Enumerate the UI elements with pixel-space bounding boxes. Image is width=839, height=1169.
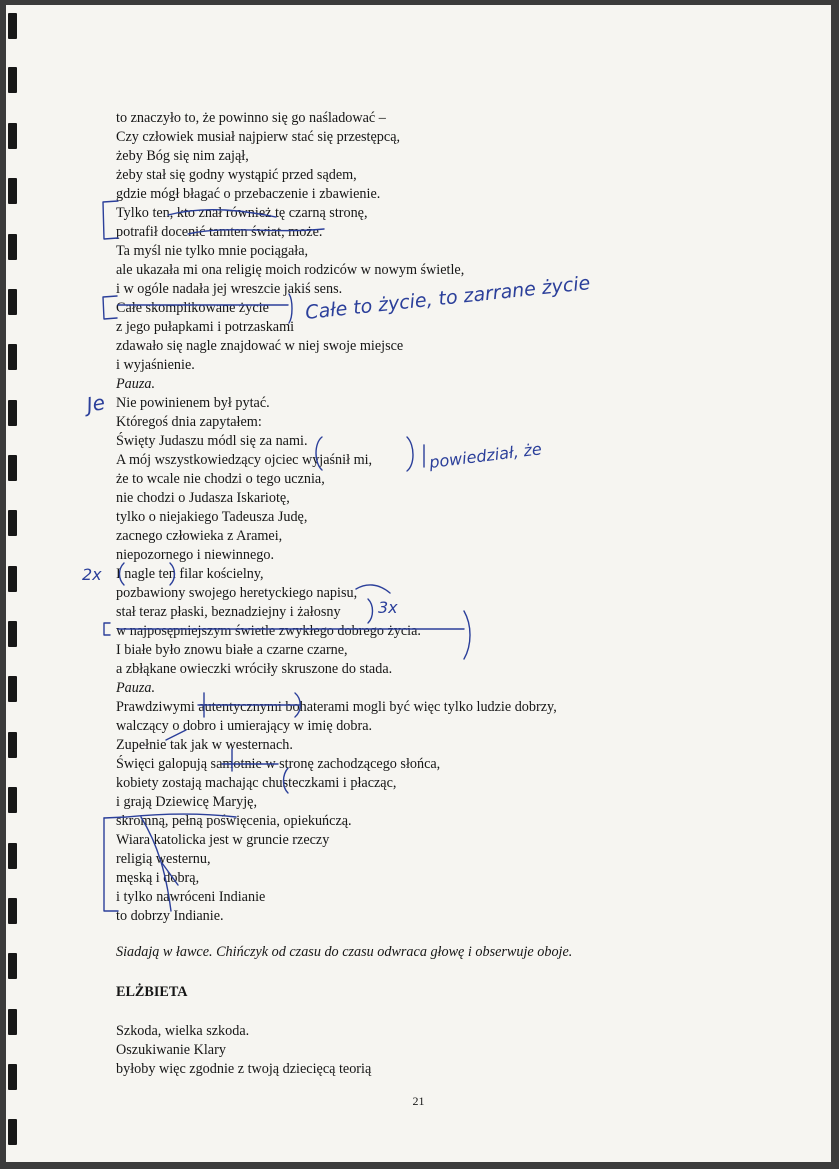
text-line: religią westernu, (116, 851, 211, 867)
stage-direction-pause: Pauza. (116, 376, 156, 392)
text-line: Święci galopują samotnie w stronę zachodzącego słońca, (116, 756, 441, 772)
text-line: i wyjaśnienie. (116, 357, 195, 373)
text-line: Prawdziwymi autentycznymi bohaterami mogli być więc tylko ludzie dobrzy, (116, 699, 557, 715)
text-line: męską i dobrą, (116, 870, 200, 886)
text-line: Nie powinienem był pytać. (116, 395, 270, 411)
binding-hole (8, 455, 17, 481)
binding-hole (8, 400, 17, 426)
bracket-mark (464, 611, 470, 659)
text-line: Ta myśl nie tylko mnie pociągała, (116, 243, 309, 259)
text-line: żeby Bóg się nim zajął, (116, 148, 249, 164)
binding-hole (8, 510, 17, 536)
stage-direction-pause: Pauza. (116, 680, 156, 696)
text-line: Święty Judaszu módl się za nami. (116, 433, 308, 449)
binding-hole (8, 123, 17, 149)
speaker-heading: ELŻBIETA (116, 984, 188, 1000)
text-line: zdawało się nagle znajdować w niej swoje miejsce (116, 338, 404, 354)
text-line: stał teraz płaski, beznadziejny i żałosny (116, 604, 341, 620)
binding-hole (8, 344, 17, 370)
text-line: Czy człowiek musiał najpierw stać się przestępcą, (116, 129, 401, 145)
text-line: żeby stał się godny wystąpić przed sądem, (116, 167, 357, 183)
text-line: pozbawiony swojego heretyckiego napisu, (116, 585, 358, 601)
text-line: to dobrzy Indianie. (116, 908, 224, 924)
text-line: Całe skomplikowane życie (116, 300, 269, 316)
text-line: kobiety zostają machając chusteczkami i płacząc, (116, 775, 397, 791)
text-line: niepozornego i niewinnego. (116, 547, 274, 563)
binding-hole (8, 1119, 17, 1145)
text-line: w najposępniejszym świetle zwykłego dobrego życia. (116, 623, 421, 639)
binding-hole (8, 1009, 17, 1035)
text-line: ale ukazała mi ona religię moich rodziców w nowym świetle, (116, 262, 465, 278)
text-line: A mój wszystkowiedzący ojciec wyjaśnił mi, (116, 452, 373, 468)
binding-hole (8, 289, 17, 315)
text-line: walczący o dobro i umierający w imię dobra. (116, 718, 373, 734)
binding-hole (8, 13, 17, 39)
binding-hole (8, 621, 17, 647)
text-line: Zupełnie tak jak w westernach. (116, 737, 293, 753)
annotation-note: Je (84, 390, 107, 417)
speech-line: Oszukiwanie Klary (116, 1042, 226, 1058)
binding-hole (8, 953, 17, 979)
binding-hole (8, 676, 17, 702)
document-page (6, 5, 831, 1162)
binding-hole (8, 67, 17, 93)
text-line: I białe było znowu białe a czarne czarne, (116, 642, 348, 658)
text-line: Któregoś dnia zapytałem: (116, 414, 262, 430)
text-line: zacnego człowieka z Aramei, (116, 528, 283, 544)
page-number: 21 (412, 1094, 425, 1108)
text-line: Wiara katolicka jest w gruncie rzeczy (116, 832, 330, 848)
text-line: z jego pułapkami i potrzaskami (116, 319, 295, 335)
text-line: gdzie mógł błagać o przebaczenie i zbawienie. (116, 186, 381, 202)
bracket-mark (104, 623, 110, 635)
text-line: skromną, pełną poświęcenia, opiekuńczą. (116, 813, 352, 829)
binding-hole (8, 234, 17, 260)
speech-line: Szkoda, wielka szkoda. (116, 1023, 250, 1039)
binding-hole (8, 566, 17, 592)
text-line: i grają Dziewicę Maryję, (116, 794, 258, 810)
bracket-mark (407, 437, 413, 471)
strike-mark (356, 585, 390, 593)
text-line: I nagle ten filar kościelny, (116, 566, 264, 582)
text-line: potrafił docenić tamten świat, może. (116, 224, 323, 240)
text-line: a zbłąkane owieczki wróciły skruszone do stada. (116, 661, 393, 677)
annotation-note: 3x (378, 598, 398, 617)
annotation-note: 2x (82, 565, 102, 584)
binding-hole (8, 732, 17, 758)
text-line: to znaczyło to, że powinno się go naśladować – (116, 110, 386, 126)
speech-line: byłoby więc zgodnie z twoją dziecięcą teorią (116, 1061, 372, 1077)
annotation-note: powiedział, że (428, 439, 543, 472)
text-line: tylko o niejakiego Tadeusza Judę, (116, 509, 308, 525)
bracket-mark (103, 296, 117, 319)
text-line: i w ogóle nadała jej wreszcie jakiś sens. (116, 281, 343, 297)
text-line: Tylko ten, kto znał również tę czarną stronę, (116, 205, 368, 221)
binding-hole (8, 898, 17, 924)
text-line: że to wcale nie chodzi o tego ucznia, (116, 471, 325, 487)
annotation-note: Całe to życie, to zarrane życie (304, 272, 592, 324)
text-line: i tylko nawróceni Indianie (116, 889, 266, 905)
binding-hole (8, 843, 17, 869)
binding-hole (8, 178, 17, 204)
text-line: nie chodzi o Judasza Iskariotę, (116, 490, 290, 506)
stage-direction: Siadają w ławce. Chińczyk od czasu do czasu odwraca głowę i obserwuje oboje. (116, 944, 573, 960)
binding-hole (8, 1064, 17, 1090)
binding-hole (8, 787, 17, 813)
bracket-mark (368, 599, 373, 623)
